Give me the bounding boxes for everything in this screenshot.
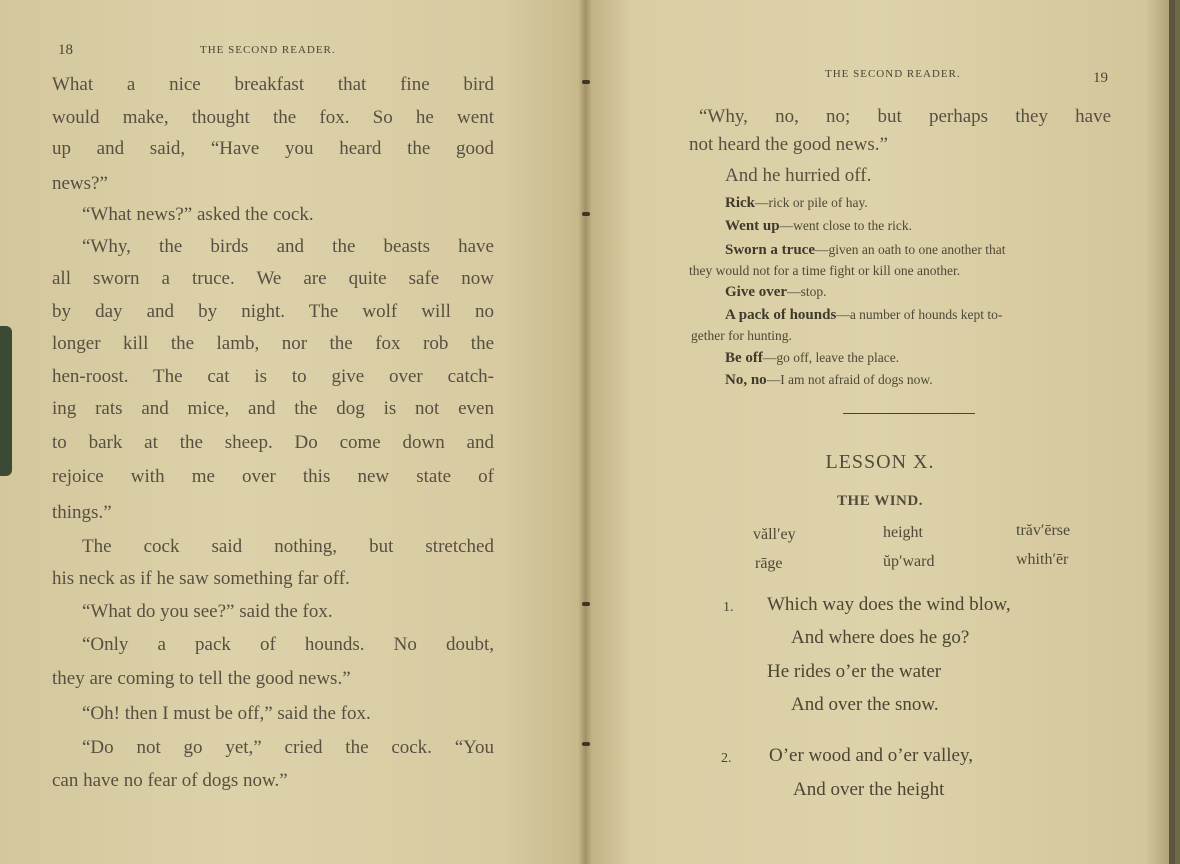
glossary-term: Give over — [725, 284, 788, 300]
section-divider — [843, 413, 975, 414]
glossary-entry — [725, 372, 933, 389]
glossary-entry — [725, 242, 1005, 259]
right-page-number: 19 — [1093, 70, 1108, 86]
stanza-number: 1. — [723, 600, 734, 615]
vocab-word: rāge — [755, 555, 783, 572]
text-line: they are coming to tell the good news.” — [52, 668, 351, 689]
text-line: “Do not go yet,” cried the cock. “You — [82, 737, 494, 758]
glossary-definition: —stop. — [787, 284, 827, 299]
text-line: “What do you see?” said the fox. — [82, 601, 333, 622]
poem-line: He rides o’er the water — [767, 661, 942, 682]
vocab-word: ŭp′ward — [883, 553, 935, 570]
text-line: And he hurried off. — [725, 165, 872, 186]
glossary-term: A pack of hounds — [725, 307, 837, 323]
poem-line: O’er wood and o’er valley, — [769, 745, 973, 766]
glossary-term: Be off — [725, 350, 763, 366]
text-line: What a nice breakfast that fine bird — [52, 74, 494, 95]
text-line: would make, thought the fox. So he went — [52, 107, 494, 128]
text-line: “What news?” asked the cock. — [82, 204, 314, 225]
right-page — [585, 0, 1175, 864]
glossary-entry — [725, 195, 868, 212]
lesson-subtitle: THE WIND. — [837, 493, 923, 509]
text-line: rejoice with me over this new state of — [52, 466, 494, 487]
glossary-term: Went up — [725, 218, 780, 234]
poem-line: Which way does the wind blow, — [767, 594, 1011, 615]
glossary-definition: —rick or pile of hay. — [755, 195, 868, 210]
text-line: hen-roost. The cat is to give over catch- — [52, 366, 494, 387]
vocab-word: văll′ey — [753, 526, 796, 543]
text-line: “Oh! then I must be off,” said the fox. — [82, 703, 371, 724]
binding-stitch — [582, 602, 590, 606]
glossary-entry — [725, 284, 826, 301]
stanza-number: 2. — [721, 751, 732, 766]
poem-line: And where does he go? — [791, 627, 970, 648]
text-line: by day and by night. The wolf will no — [52, 301, 494, 322]
vocab-word: height — [883, 524, 923, 541]
left-page — [0, 0, 585, 864]
text-line: news?” — [52, 173, 108, 194]
glossary-entry — [725, 350, 899, 367]
glossary-definition: they would not for a time fight or kill one another. — [689, 263, 961, 278]
glossary-definition: —I am not afraid of dogs now. — [766, 372, 933, 387]
binding-stitch — [582, 212, 590, 216]
lesson-title: LESSON X. — [825, 451, 935, 473]
text-line: longer kill the lamb, nor the fox rob the — [52, 333, 494, 354]
left-running-header: THE SECOND READER. — [200, 44, 336, 56]
vocab-word: trăv′ērse — [1016, 522, 1071, 539]
text-line: The cock said nothing, but stretched — [82, 536, 494, 557]
poem-line: And over the snow. — [791, 694, 939, 715]
text-line: ing rats and mice, and the dog is not even — [52, 398, 494, 419]
glossary-definition: —went close to the rick. — [779, 218, 912, 233]
text-line: all sworn a truce. We are quite safe now — [52, 268, 494, 289]
text-line: “Why, no, no; but perhaps they have — [699, 106, 1111, 127]
right-running-header: THE SECOND READER. — [825, 68, 961, 80]
glossary-entry — [691, 328, 792, 344]
text-line: things.” — [52, 502, 112, 523]
left-page-number: 18 — [58, 42, 73, 58]
glossary-term: Rick — [725, 195, 755, 211]
text-line: can have no fear of dogs now.” — [52, 770, 288, 791]
text-line: his neck as if he saw something far off. — [52, 568, 350, 589]
glossary-entry — [725, 218, 912, 235]
glossary-definition: gether for hunting. — [691, 328, 792, 343]
left-page-text — [52, 0, 494, 864]
bookmark-tab — [0, 326, 12, 476]
glossary-term: No, no — [725, 372, 767, 388]
glossary-entry — [725, 307, 1002, 324]
glossary-definition: —given an oath to one another that — [815, 242, 1006, 257]
binding-stitch — [582, 742, 590, 746]
book-gutter — [578, 0, 592, 864]
glossary-entry — [689, 263, 960, 279]
vocab-word: whith′ēr — [1016, 551, 1069, 568]
text-line: “Why, the birds and the beasts have — [82, 236, 494, 257]
binding-stitch — [582, 80, 590, 84]
glossary-term: Sworn a truce — [725, 242, 815, 258]
poem-line: And over the height — [793, 779, 945, 800]
book-edge — [1169, 0, 1175, 864]
glossary-definition: —go off, leave the place. — [762, 350, 900, 365]
text-line: “Only a pack of hounds. No doubt, — [82, 634, 494, 655]
text-line: not heard the good news.” — [689, 134, 888, 155]
text-line: up and said, “Have you heard the good — [52, 138, 494, 159]
glossary-definition: —a number of hounds kept to- — [836, 307, 1003, 322]
text-line: to bark at the sheep. Do come down and — [52, 432, 494, 453]
